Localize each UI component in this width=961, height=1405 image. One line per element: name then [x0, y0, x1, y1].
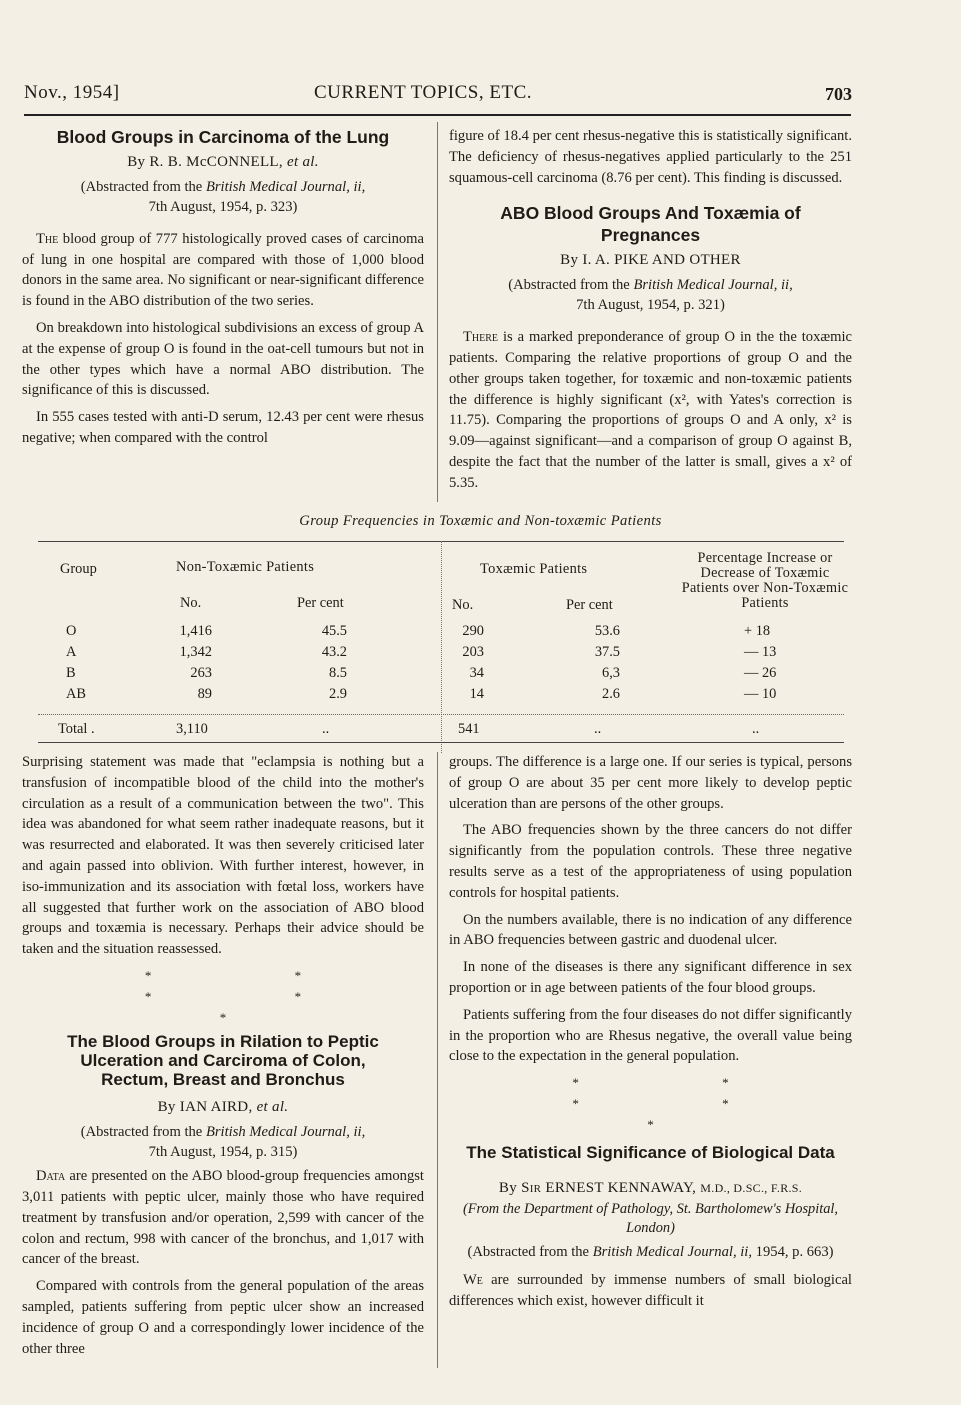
- left-column-bottom: [22, 752, 424, 1365]
- article1-paragraph: The blood group of 777 histologically proved cases of carcinoma of lung in one hospital are compared with those of 1,000 blood donors in the same area. No significant or near-significant difference is found in the ABO distribution of the two series.: [22, 230, 424, 310]
- subheader-tox-percent: Per cent: [566, 597, 613, 613]
- cell-nontox-percent: 45.5: [321, 623, 347, 639]
- page-number: 703: [825, 84, 852, 104]
- cell-change: + 18: [744, 623, 771, 639]
- cell-group: B: [66, 665, 76, 681]
- cell-tox-percent: 6,3: [602, 665, 620, 681]
- article1-paragraph: In 555 cases tested with anti-D serum, 12.43 per cent were rhesus negative; when compared with the control: [22, 409, 424, 446]
- header-percentage-change: Percentage Increase or Decrease of Toxæmic Patients over Non-Toxæmic Patients: [681, 550, 849, 611]
- cell-tox-no: 203: [462, 644, 484, 660]
- article2-paragraph: There is a marked preponderance of group O in the the toxæmic patients. Comparing the relative proportions of group O and the other groups taken together, for toxæmic and non-toxæmic patients the difference is highly significant (x², with Yates's correction is 11.75). Comparing the proportions of groups O and A only, x² is 9.09—against significant—and a comparison of group O against B, despite the fact that the number of the latter is small, gives a x² of 5.35.: [449, 329, 852, 491]
- article3-paragraph: Patients suffering from the four diseases do not differ significantly in the proportion who are Rhesus negative, the overall value being close to the expectation in the general population.: [449, 1006, 852, 1065]
- cell-nontox-percent: 43.2: [321, 644, 347, 660]
- article1: [22, 126, 424, 455]
- cell-tox-percent: 2.6: [602, 686, 620, 702]
- cell-nontox-no: 89: [197, 686, 212, 702]
- cell-group: A: [66, 644, 77, 660]
- article4-affiliation: (From the Department of Pathology, St. Bartholomew's Hospital, London): [462, 1201, 839, 1237]
- section-separator: * * * * *: [572, 1075, 799, 1132]
- article2-source: (Abstracted from the British Medical Journal, ii, 7th August, 1954, p. 321): [508, 277, 793, 314]
- section-title: CURRENT TOPICS, ETC.: [314, 82, 532, 103]
- subheader-tox-no: No.: [452, 597, 474, 613]
- right-column-bottom: [449, 752, 852, 1318]
- issue-date: Nov., 1954]: [24, 82, 120, 103]
- total-nontox-percent: ..: [322, 721, 330, 737]
- cell-nontox-no: 263: [190, 665, 212, 681]
- article3-paragraph: Compared with controls from the general population of the areas sampled, patients suffering from peptic ulcer show an increased incidence of group O and a correspondingly lower incidence of the other three: [22, 1278, 424, 1357]
- article1-title: Blood Groups in Carcinoma of the Lung: [56, 127, 390, 147]
- total-tox-no: 541: [458, 721, 480, 737]
- article1-paragraph-continued: figure of 18.4 per cent rhesus-negative this is statistically significant. The deficiency of rhesus-negatives applied particularly to the 251 squamous-cell carcinoma (8.76 per cent). This finding is discussed.: [449, 128, 852, 186]
- cell-nontox-no: 1,342: [179, 644, 212, 660]
- article2-title: ABO Blood Groups And Toxæmia of Pregnances: [500, 203, 801, 246]
- total-change: ..: [752, 721, 760, 737]
- cell-nontox-percent: 2.9: [329, 686, 347, 702]
- section-separator: * * * * *: [144, 967, 372, 1025]
- header-rule: [24, 114, 851, 116]
- cell-tox-percent: 37.5: [594, 644, 620, 660]
- running-head: [24, 82, 851, 108]
- cell-change: — 26: [744, 665, 777, 681]
- article4-paragraph: We are surrounded by immense numbers of small biological differences which exist, however difficult it: [449, 1272, 852, 1310]
- article2-paragraph: Surprising statement was made that "eclampsia is nothing but a transfusion of incompatible blood of the child into the mother's circulation as a result of a communication between the two". This idea was abandoned for what seem rather inadequate reasons, but it was resurrected and elaborated. It was then severely criticised later and again passed into oblivion. With further interest, however, in iso-immunization and its association with fœtal loss, workers have all suggested that further work on the association of ABO blood groups and toxæmia is necessary. Perhaps their advice should be taken and the situation reassessed.: [22, 754, 424, 958]
- column-divider-top: [437, 122, 438, 502]
- article1-source: (Abstracted from the British Medical Journal, ii, 7th August, 1954, p. 323): [80, 178, 366, 215]
- article4-byline: By Sir ERNEST KENNAWAY, M.D., D.SC., F.R.S.: [498, 1179, 803, 1196]
- table-bottom-rule: [38, 742, 844, 743]
- total-nontox-no: 3,110: [176, 721, 208, 737]
- article1-paragraph: On breakdown into histological subdivisions an excess of group A at the expense of group O is found in the oat-cell tumours but not in the other types which have a normal ABO distribution. The significance of this is discussed.: [22, 319, 424, 399]
- column-divider-bottom: [437, 752, 438, 1368]
- cell-tox-no: 34: [469, 665, 484, 681]
- article3-paragraph: The ABO frequencies shown by the three cancers do not differ significantly from the population controls. These three negative results serve as a test of the appropriateness of using population controls for hospital patients.: [449, 822, 852, 901]
- article3-paragraph: Data are presented on the ABO blood-group frequencies amongst 3,011 patients with peptic ulcer, mainly those who have required treatment by transfusion and/or operation, 2,599 with cancer of the colon and rectum, 998 with cancer of the bronchus, and 1,017 with cancer of the breast.: [22, 1168, 424, 1268]
- article4-source: (Abstracted from the British Medical Journal, ii, 1954, p. 663): [467, 1244, 834, 1261]
- article3-title: The Blood Groups in Rilation to Peptic Ulceration and Carciroma of Colon, Rectum, Breast and Bronchus: [67, 1032, 379, 1090]
- article2-byline: By I. A. PIKE AND OTHER: [560, 252, 741, 269]
- article3-byline: By IAN AIRD, et al.: [157, 1099, 289, 1116]
- header-group: Group: [60, 561, 97, 577]
- cell-change: — 13: [744, 644, 777, 660]
- cell-group: AB: [66, 686, 86, 702]
- article4-title: The Statistical Significance of Biological Data: [466, 1142, 835, 1162]
- header-toxaemic: Toxæmic Patients: [480, 561, 588, 577]
- table-caption: Group Frequencies in Toxæmic and Non-toxæmic Patients: [299, 513, 662, 529]
- total-label: Total .: [58, 721, 95, 737]
- header-nontoxaemic: Non-Toxæmic Patients: [176, 559, 315, 575]
- subheader-nontox-percent: Per cent: [297, 595, 344, 611]
- article3-paragraph: On the numbers available, there is no indication of any difference in ABO frequencies between gastric and duodenal ulcer.: [449, 911, 852, 949]
- cell-tox-no: 14: [469, 686, 484, 702]
- table-total-rule: [38, 714, 844, 715]
- total-tox-percent: ..: [594, 721, 602, 737]
- cell-change: — 10: [744, 686, 777, 702]
- cell-tox-percent: 53.6: [594, 623, 620, 639]
- cell-tox-no: 290: [462, 623, 484, 639]
- article3-paragraph-continued: groups. The difference is a large one. If our series is typical, persons of group O are about 35 per cent more likely to develop peptic ulceration than are persons of the other groups.: [449, 754, 852, 812]
- subheader-nontox-no: No.: [180, 595, 202, 611]
- right-column-top: [449, 126, 852, 500]
- cell-nontox-percent: 8.5: [329, 665, 347, 681]
- article3-source: (Abstracted from the British Medical Journal, ii, 7th August, 1954, p. 315): [80, 1124, 366, 1161]
- cell-group: O: [66, 623, 77, 639]
- cell-nontox-no: 1,416: [179, 623, 212, 639]
- article3-paragraph: In none of the diseases is there any significant difference in sex proportion or in age between patients of the four blood groups.: [449, 959, 852, 996]
- article1-byline: By R. B. McCONNELL, et al.: [127, 154, 319, 170]
